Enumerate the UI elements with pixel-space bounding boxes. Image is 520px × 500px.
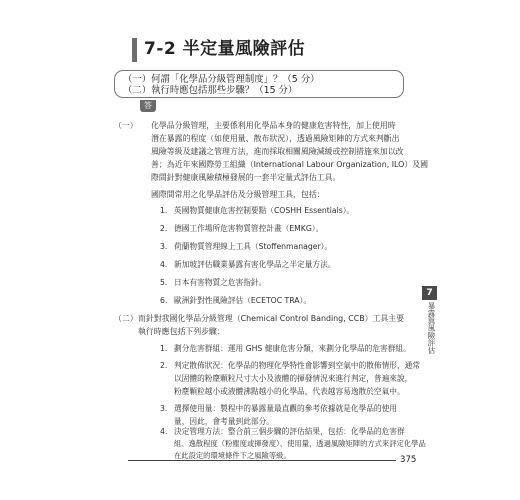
part2-intro-2: 執行時應包括下列步驟： xyxy=(138,327,225,336)
answer-badge: 答 xyxy=(140,100,156,112)
tools-intro: 國際間常用之化學品評估及分級管理工具，包括： xyxy=(151,190,325,199)
step-2-line-2: 以固體的粉塵顆粒尺寸大小及液體的揮發情況來進行判定，普遍來說， xyxy=(174,374,413,383)
step-4-line-2: 組、逸散程度（粉塵度或揮發度）、使用量，透過風險矩陣的方式來評定化學品 xyxy=(174,439,426,448)
tool-num-5: 5. xyxy=(160,278,168,287)
tool-num-1: 1. xyxy=(160,206,168,215)
step-num-1: 1. xyxy=(160,344,168,353)
step-4-line-3: 在此設定的環境條件下之風險等級。 xyxy=(174,451,291,460)
part1-line-5: 際間針對健康風險積極發展的一套半定量式評估工具。 xyxy=(151,173,341,182)
step-3-line-1: 選擇使用量：製程中的暴露量最直觀的參考依據就是化學品的使用 xyxy=(174,404,397,413)
question-1: （一）何謂「化學品分級管理制度」？（5 分） xyxy=(123,74,320,85)
step-2-line-1: 判定散佈狀況：化學品的物理化學特性會影響到空氣中的散佈情形，通常 xyxy=(174,361,421,370)
tool-num-6: 6. xyxy=(160,296,168,305)
page-number: 375 xyxy=(400,455,417,465)
part1-marker: （一） xyxy=(114,121,138,130)
tool-item-2: 德國工作場所危害物質管控計畫（EMKG）。 xyxy=(174,224,324,233)
section-title: 7-2 半定量風險評估 xyxy=(144,39,306,59)
part1-line-2: 潛在暴露的程度（如使用量、散布狀況），透過風險矩陣的方式來判斷出 xyxy=(151,134,400,143)
question-box xyxy=(114,70,404,98)
step-num-3: 3. xyxy=(160,404,168,413)
part1-line-3: 風險等級及建議之管理方法，進而採取相關風險減緩或控制措施來加以改 xyxy=(151,147,404,156)
tool-num-2: 2. xyxy=(160,224,168,233)
title-accent-bar xyxy=(132,38,137,62)
tool-num-4: 4. xyxy=(160,260,168,269)
chapter-label: 暴露與風險評估 xyxy=(427,302,436,354)
chapter-number-tab: 7 xyxy=(422,286,437,300)
step-num-2: 2. xyxy=(160,361,168,370)
step-1-line-1: 劃分危害群組：運用 GHS 健康危害分類，來劃分化學品的危害群組。 xyxy=(174,344,411,353)
step-4-line-1: 決定管理方法：整合前三個步驟的評估結果，包括：化學品的危害群 xyxy=(174,427,405,436)
tool-num-3: 3. xyxy=(160,242,168,251)
tool-item-6: 歐洲針對性風險評估（ECETOC TRA）。 xyxy=(174,296,312,305)
step-num-4: 4. xyxy=(160,427,168,436)
tool-item-3: 荷蘭物質管理線上工具（Stoffenmanager）。 xyxy=(174,242,333,251)
part2-marker: （二） xyxy=(114,314,138,323)
tool-item-4: 新加坡評估職業暴露有害化學品之半定量方法。 xyxy=(174,260,336,269)
step-2-line-3: 粉塵顆粒越小或液體沸點越小的化學品，代表越容易逸散於空氣中。 xyxy=(174,387,405,396)
part1-line-1: 化學品分級管理，主要係利用化學品本身的健康危害特性，加上使用時 xyxy=(151,121,396,130)
tool-item-5: 日本有害物質之危害指針。 xyxy=(174,278,267,287)
part1-line-4: 善；為近年來國際勞工組織（International Labour Organization, ILO）及國 xyxy=(151,160,429,169)
tool-item-1: 英國物質健康危害控制要點（COSHH Essentials）。 xyxy=(174,206,355,215)
question-2: （二）執行時應包括那些步驟？（15 分） xyxy=(123,85,298,96)
part2-intro-1: 而針對我國化學品分級管理（Chemical Control Banding, CCB）工具主要 xyxy=(138,314,405,323)
step-3-line-2: 量，因此，會考量到此部分。 xyxy=(174,417,274,426)
